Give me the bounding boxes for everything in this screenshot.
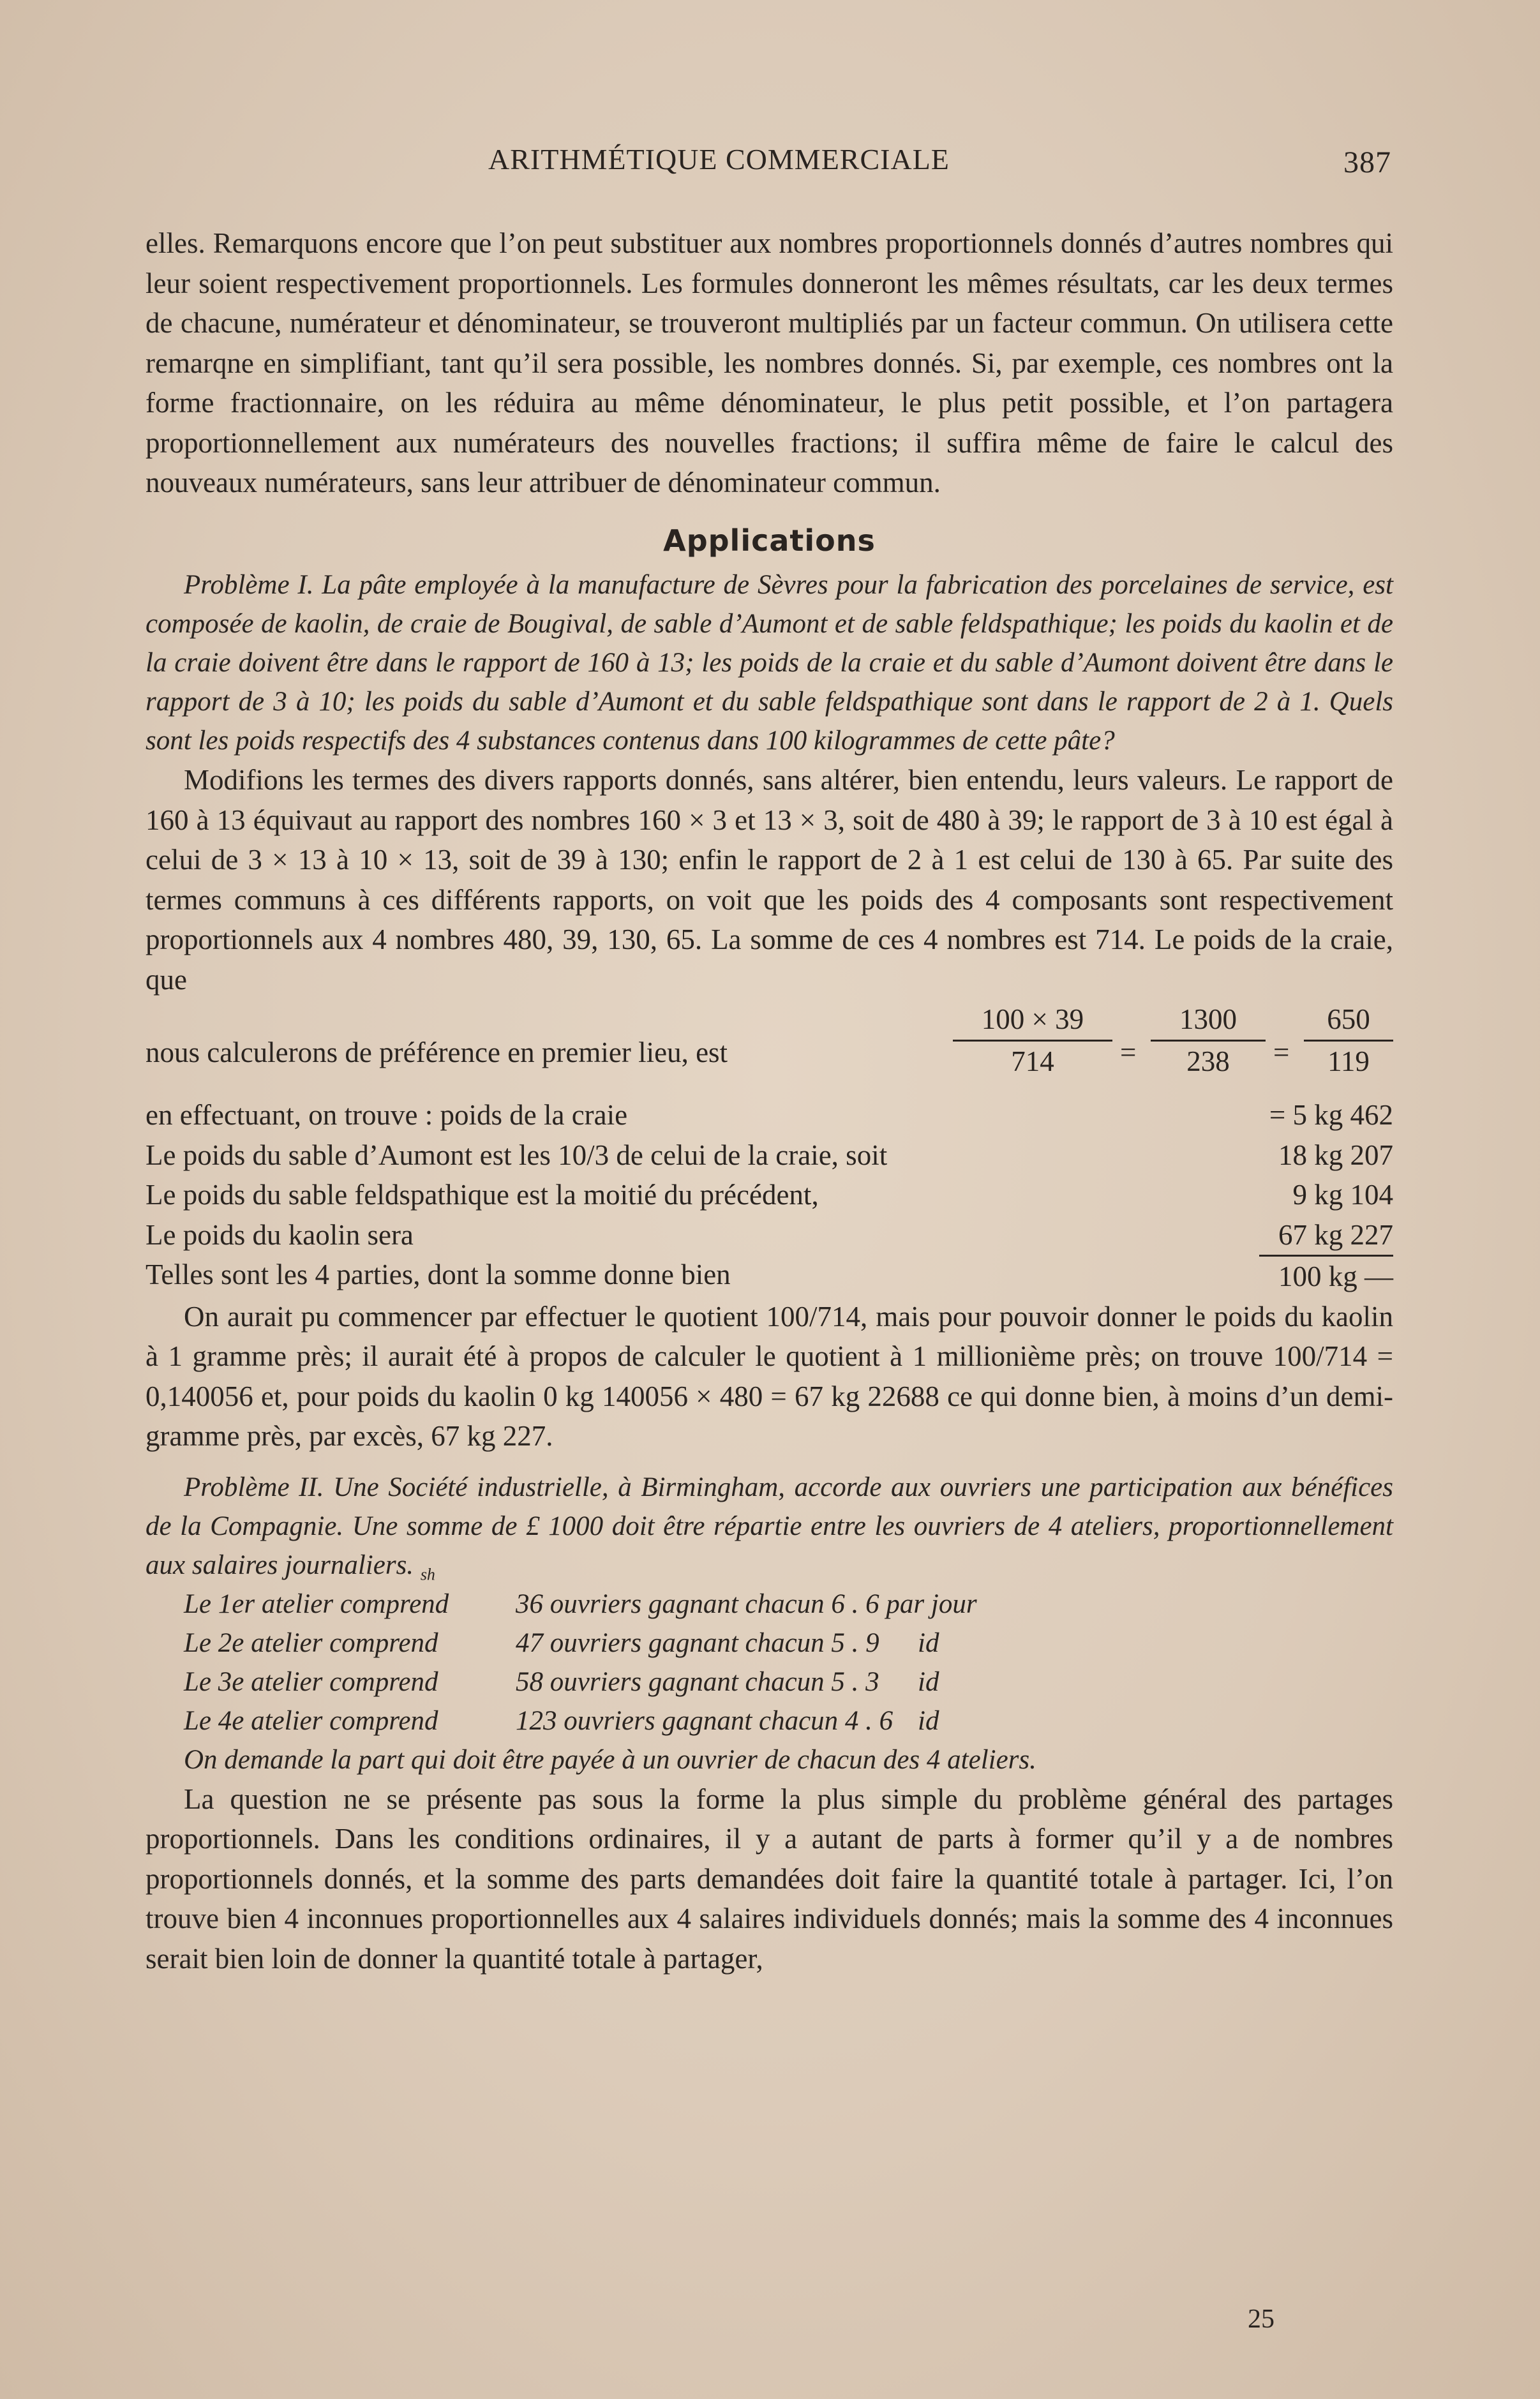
workshop-details: 58 ouvriers gagnant chacun 5 . 3 [516, 1666, 879, 1697]
problem-1-solution: Modifions les termes des divers rapports donnés, sans altérer, bien entendu, leurs valeurs. Le rapport de 160 à 13 équivaut au rapport des nombres 160 × 3 et 13 × 3, soit de 480 à 39; le rapport de 3 à 10 est égal à celui de 3 × 13 à 10 × 13, soit de 39 à 130; enfin le rapport de 2 à 1 est celui de 130 à 65. Par suite des termes communs à ces différents rapports, on voit que les poids des 4 composants sont respectivement proportionnels aux 4 nombres 480, 39, 130, 65. La somme de ces 4 nombres est 714. Le poids de la craie, que [146, 764, 1393, 996]
problem-1-remark: On aurait pu commencer par effectuer le quotient 100/714, mais pour pouvoir donner le poids du kaolin à 1 gramme près; il aurait été à propos de calculer le quotient à 1 millionième près; on trouve 100/714 = 0,140056 et, pour poids du kaolin 0 kg 140056 × 480 = 67 kg 22688 ce qui donne bien, à moins d’un demi-gramme près, par excès, 67 kg 227. [146, 1300, 1393, 1452]
intro-paragraph: elles. Remarquons encore que l’on peut substituer aux nombres proportionnels donnés d’autres nombres qui leur soient respectivement proportionnels. Les formules donneront les mêmes résultats, car les deux termes de chacune, numérateur et dénominateur, se trouveront multipliés par un facteur commun. On utilisera cette remarqne en simplifiant, tant qu’il sera possible, les nombres donnés. Si, par exemple, ces nombres ont la forme fractionnaire, on les réduira au même dénominateur, le plus petit possible, et l’on partagera proportionnellement aux numérateurs des nouvelles fractions; il suffira même de faire le calcul des nouveaux numérateurs, sans leur attribuer de dénominateur commun. [146, 227, 1393, 498]
page-number: 387 [1343, 146, 1391, 179]
fraction-3 [1304, 999, 1393, 1081]
result-label: en effectuant, on trouve : poids de la craie [146, 1099, 628, 1131]
result-total-row [146, 1255, 1393, 1297]
result-row [146, 1215, 1393, 1255]
problem-1-statement: Problème I. La pâte employée à la manufacture de Sèvres pour la fabrication des porcelaines de service, est composée de kaolin, de craie de Bougival, de sable d’Aumont et de sable feldspathique; les poids du kaolin et de la craie doivent être dans le rapport de 160 à 13; les poids de la craie et du sable d’Aumont doivent être dans le rapport de 3 à 10; les poids du sable d’Aumont et du sable feldspathique sont dans le rapport de 2 à 1. Quels sont les poids respectifs des 4 substances contenus dans 100 kilogrammes de cette pâte? [146, 570, 1393, 756]
result-label: Le poids du sable d’Aumont est les 10/3 de celui de la craie, soit [146, 1139, 888, 1171]
result-value: 18 kg 207 [1278, 1139, 1393, 1171]
workshop-details: 47 ouvriers gagnant chacun 5 . 9 [516, 1627, 879, 1658]
result-row [146, 1095, 1393, 1135]
result-row [146, 1175, 1393, 1215]
workshop-id: id [918, 1627, 939, 1658]
result-value: 9 kg 104 [1292, 1179, 1393, 1211]
result-label: Telles sont les 4 parties, dont la somme donne bien [146, 1259, 731, 1290]
problem-2-discussion: La question ne se présente pas sous la forme la plus simple du problème général des partages proportionnels. Dans les conditions ordinaires, il y a autant de parts à former qu’il y a de nombres proportionnels donnés, et la somme des parts demandées doit faire la quantité totale à partager. Ici, l’on trouve bien 4 inconnues proportionnelles aux 4 salaires individuels donnés; mais la somme des 4 inconnues serait bien loin de donner la quantité totale à partager, [146, 1782, 1393, 1975]
fraction-3-denominator: 119 [1304, 1040, 1393, 1082]
workshop-details: 123 ouvriers gagnant chacun 4 . 6 [516, 1705, 893, 1736]
result-label: Le poids du sable feldspathique est la moitié du précédent, [146, 1179, 819, 1211]
workshop-details: 36 ouvriers gagnant chacun 6 . 6 par jour [516, 1588, 977, 1619]
workshop-id: id [918, 1705, 939, 1736]
workshop-list [146, 1585, 1393, 1740]
workshop-label: Le 1er atelier comprend [184, 1588, 449, 1619]
fraction-2 [1151, 999, 1266, 1081]
section-heading: Applications [663, 523, 876, 558]
workshop-row [184, 1663, 1393, 1701]
fraction-group [953, 999, 1393, 1095]
workshop-row [184, 1624, 1393, 1663]
result-value: 67 kg 227 [1278, 1218, 1393, 1251]
result-row [146, 1135, 1393, 1176]
page-body [146, 223, 1393, 1978]
workshop-row [184, 1701, 1393, 1740]
result-label: Le poids du kaolin sera [146, 1218, 414, 1251]
fraction-equation [146, 999, 1393, 1095]
problem-2-question: On demande la part qui doit être payée à un ouvrier de chacun des 4 ateliers. [184, 1744, 1036, 1775]
workshop-label: Le 3e atelier comprend [184, 1666, 438, 1697]
fraction-1-denominator: 714 [953, 1040, 1112, 1082]
fraction-2-numerator: 1300 [1179, 1003, 1237, 1035]
result-value: 100 kg — [1259, 1255, 1393, 1297]
signature-mark: 25 [1248, 2305, 1275, 2334]
fraction-3-numerator: 650 [1327, 1003, 1370, 1035]
equals-sign-1: = [1120, 1036, 1137, 1068]
fraction-lead-text: nous calculerons de préférence en premier lieu, est [146, 1036, 728, 1068]
workshop-label: Le 2e atelier comprend [184, 1627, 438, 1658]
equals-sign-2: = [1273, 1036, 1290, 1068]
page-header [147, 137, 1391, 182]
problem-2-statement-text: Problème II. Une Société industrielle, à Birmingham, accorde aux ouvriers une participation aux bénéfices de la Compagnie. Une somme de £ 1000 doit être répartie entre les ouvriers de 4 ateliers, proportionnellement aux salaires journaliers. [146, 1472, 1393, 1580]
workshop-id: id [918, 1666, 939, 1697]
fraction-1 [953, 999, 1112, 1081]
workshop-label: Le 4e atelier comprend [184, 1705, 438, 1736]
fraction-1-numerator: 100 × 39 [981, 1003, 1084, 1035]
problem-2-statement [146, 1468, 1393, 1585]
shilling-units-mark: sh [420, 1565, 435, 1584]
result-value: = 5 kg 462 [1269, 1099, 1393, 1131]
running-title: ARITHMÉTIQUE COMMERCIALE [488, 143, 950, 176]
fraction-2-denominator: 238 [1151, 1040, 1266, 1082]
workshop-row [184, 1585, 1393, 1624]
